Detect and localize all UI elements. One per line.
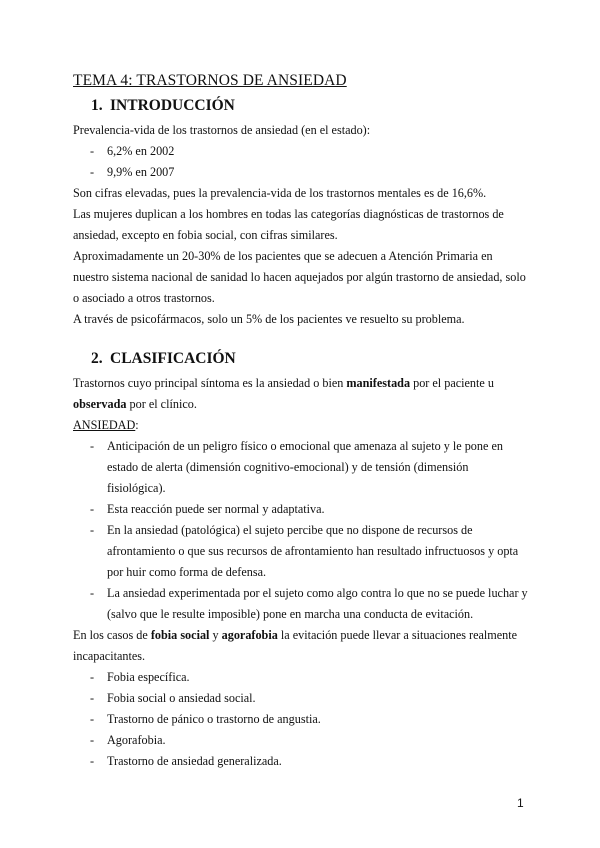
list-dash: - xyxy=(90,439,95,453)
list-item xyxy=(90,688,510,709)
list-item-text: Esta reacción puede ser normal y adaptativa. xyxy=(107,502,325,516)
list-dash: - xyxy=(90,523,95,537)
ansiedad-label-line xyxy=(73,415,533,436)
paragraph-line: A través de psicofármacos, solo un 5% de los pacientes ve resuelto su problema. xyxy=(73,312,465,326)
list-item xyxy=(90,162,510,183)
list-dash: - xyxy=(90,691,95,705)
list-item-text: Fobia específica. xyxy=(107,670,190,684)
list-item-text: 6,2% en 2002 xyxy=(107,144,175,158)
list-item xyxy=(90,709,510,730)
list-item-text: afrontamiento o que sus recursos de afrontamiento han resultado infructuosos y opta xyxy=(107,544,519,558)
list-dash: - xyxy=(90,586,95,600)
paragraph-line: nuestro sistema nacional de sanidad lo hacen aquejados por algún trastorno de ansiedad, solo xyxy=(73,270,526,284)
paragraph-line: o asociado a otros trastornos. xyxy=(73,291,215,305)
list-item-text: Trastorno de pánico o trastorno de angustia. xyxy=(107,712,321,726)
paragraph-line: Son cifras elevadas, pues la prevalencia-vida de los trastornos mentales es de 16,6%. xyxy=(73,186,487,200)
list-item-text: En la ansiedad (patológica) el sujeto percibe que no dispone de recursos de xyxy=(107,523,473,537)
text-run: : xyxy=(135,418,139,432)
list-dash: - xyxy=(90,144,95,158)
list-dash: - xyxy=(90,754,95,768)
list-item-text: La ansiedad experimentada por el sujeto como algo contra lo que no se puede luchar y xyxy=(107,586,528,600)
paragraph-line: incapacitantes. xyxy=(73,649,146,663)
paragraph-line xyxy=(73,394,533,415)
list-item xyxy=(90,141,510,162)
text-run: la evitación puede llevar a situaciones realmente xyxy=(277,628,518,642)
page-number: 1 xyxy=(517,796,524,810)
intro-paragraph: Prevalencia-vida de los trastornos de ansiedad (en el estado): xyxy=(73,123,371,137)
list-item xyxy=(90,667,510,688)
paragraph-line xyxy=(73,625,533,646)
list-dash: - xyxy=(90,670,95,684)
list-item-text: 9,9% en 2007 xyxy=(107,165,175,179)
section-1-number: 1. xyxy=(91,97,103,114)
bold-term: manifestada xyxy=(346,376,411,390)
section-1-title: INTRODUCCIÓN xyxy=(110,97,235,114)
list-item-text: Fobia social o ansiedad social. xyxy=(107,691,256,705)
bold-term: fobia social xyxy=(150,628,210,642)
list-item xyxy=(90,436,510,499)
list-dash: - xyxy=(90,165,95,179)
list-item xyxy=(90,499,510,520)
list-dash: - xyxy=(90,733,95,747)
list-item xyxy=(90,520,519,583)
paragraph-line xyxy=(73,373,533,394)
list-item xyxy=(90,730,510,751)
ansiedad-label: ANSIEDAD xyxy=(73,418,136,432)
list-item-text: (salvo que le resulte imposible) pone en marcha una conducta de evitación. xyxy=(107,607,474,621)
section-1-heading xyxy=(91,97,235,115)
section-2-number: 2. xyxy=(91,350,103,367)
list-item-text: Trastorno de ansiedad generalizada. xyxy=(107,754,282,768)
list-item-text: Agorafobia. xyxy=(107,733,166,747)
list-item-text: Anticipación de un peligro físico o emocional que amenaza al sujeto y le pone en xyxy=(107,439,503,453)
text-run: y xyxy=(209,628,222,642)
list-item xyxy=(90,583,528,625)
paragraph-line: Las mujeres duplican a los hombres en todas las categorías diagnósticas de trastornos de xyxy=(73,207,504,221)
list-item-text: por huir como forma de defensa. xyxy=(107,565,267,579)
list-dash: - xyxy=(90,712,95,726)
text-run: En los casos de xyxy=(73,628,151,642)
list-item xyxy=(90,751,510,772)
list-item-text: estado de alerta (dimensión cognitivo-emocional) y de tensión (dimensión xyxy=(107,460,469,474)
text-run: por el paciente u xyxy=(410,376,494,390)
list-item-text: fisiológica). xyxy=(107,481,166,495)
bold-term: observada xyxy=(73,397,127,411)
document-title: TEMA 4: TRASTORNOS DE ANSIEDAD xyxy=(73,72,347,89)
paragraph-line: Aproximadamente un 20-30% de los pacientes que se adecuen a Atención Primaria en xyxy=(73,249,493,263)
paragraph-line: ansiedad, excepto en fobia social, con cifras similares. xyxy=(73,228,338,242)
section-2-heading xyxy=(91,350,236,368)
list-dash: - xyxy=(90,502,95,516)
bold-term: agorafobia xyxy=(221,628,278,642)
text-run: por el clínico. xyxy=(126,397,197,411)
section-2-title: CLASIFICACIÓN xyxy=(110,350,236,367)
text-run: Trastornos cuyo principal síntoma es la ansiedad o bien xyxy=(73,376,347,390)
